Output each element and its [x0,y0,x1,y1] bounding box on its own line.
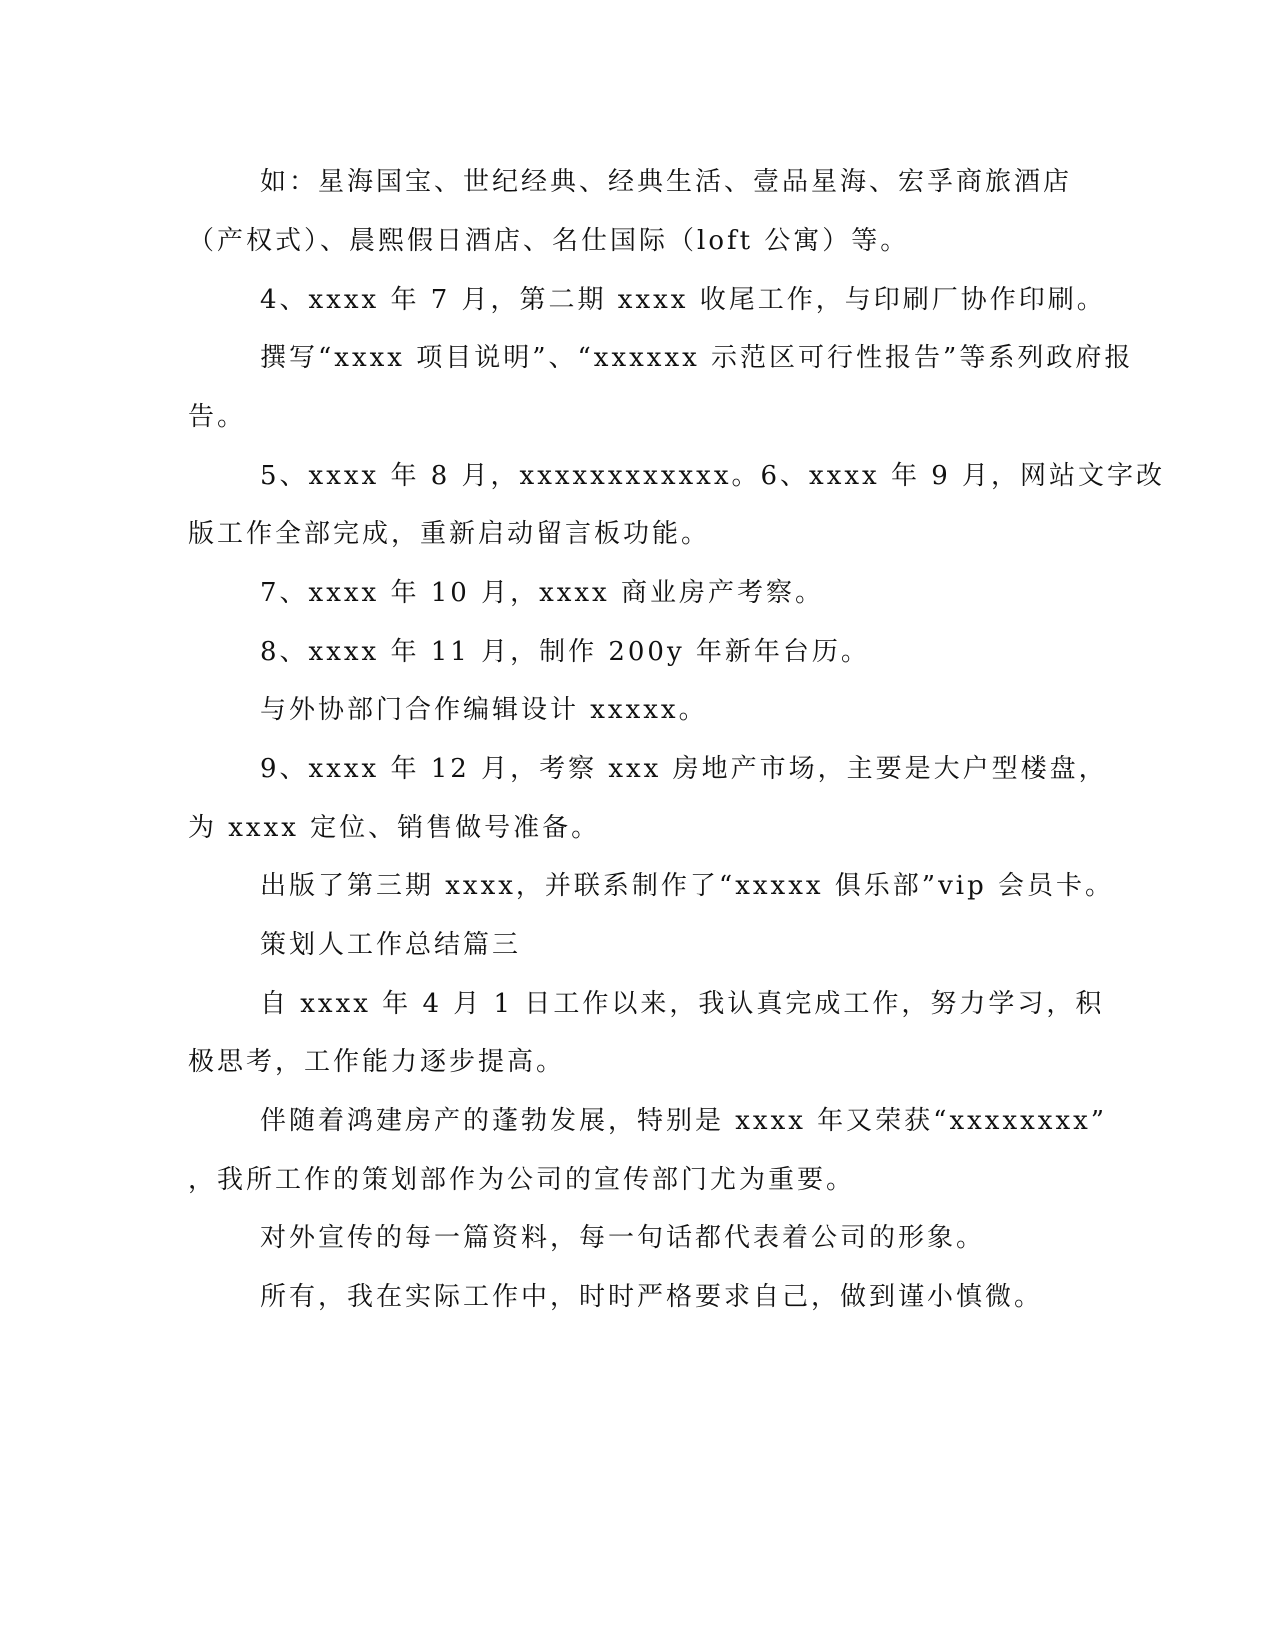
text-line: （产权式）、晨熙假日酒店、名仕国际（loft 公寓）等。 [188,226,910,256]
text-line: 与外协部门合作编辑设计 xxxxx。 [260,695,708,725]
text-line: 7、xxxx 年 10 月，xxxx 商业房产考察。 [260,578,824,608]
text-line: 极思考，工作能力逐步提高。 [188,1047,566,1077]
text-line: 5、xxxx 年 8 月，xxxxxxxxxxxx。6、xxxx 年 9 月，网站文字改 [260,461,1166,491]
text-line: 4、xxxx 年 7 月，第二期 xxxx 收尾工作，与印刷厂协作印刷。 [260,285,1106,315]
text-line: 告。 [188,402,247,432]
text-line: 自 xxxx 年 4 月 1 日工作以来，我认真完成工作，努力学习，积 [260,989,1105,1019]
section-heading: 策划人工作总结篇三 [260,930,522,960]
text-line: 为 xxxx 定位、销售做号准备。 [188,813,601,843]
text-line: 9、xxxx 年 12 月，考察 xxx 房地产市场，主要是大户型楼盘， [260,754,1108,784]
text-line: 所有，我在实际工作中，时时严格要求自己，做到谨小慎微。 [260,1282,1044,1312]
text-line: 撰写“xxxx 项目说明”、“xxxxxx 示范区可行性报告”等系列政府报 [260,343,1134,373]
text-line: 出版了第三期 xxxx，并联系制作了“xxxxx 俱乐部”vip 会员卡。 [260,871,1114,901]
text-line: 伴随着鸿建房产的蓬勃发展，特别是 xxxx 年又荣获“xxxxxxxx” [260,1106,1108,1136]
text-line: 对外宣传的每一篇资料，每一句话都代表着公司的形象。 [260,1223,986,1253]
text-line: ，我所工作的策划部作为公司的宣传部门尤为重要。 [188,1165,856,1195]
text-line: 如：星海国宝、世纪经典、经典生活、壹品星海、宏孚商旅酒店 [260,167,1073,197]
text-line: 版工作全部完成，重新启动留言板功能。 [188,519,711,549]
text-line: 8、xxxx 年 11 月，制作 200y 年新年台历。 [260,637,870,667]
